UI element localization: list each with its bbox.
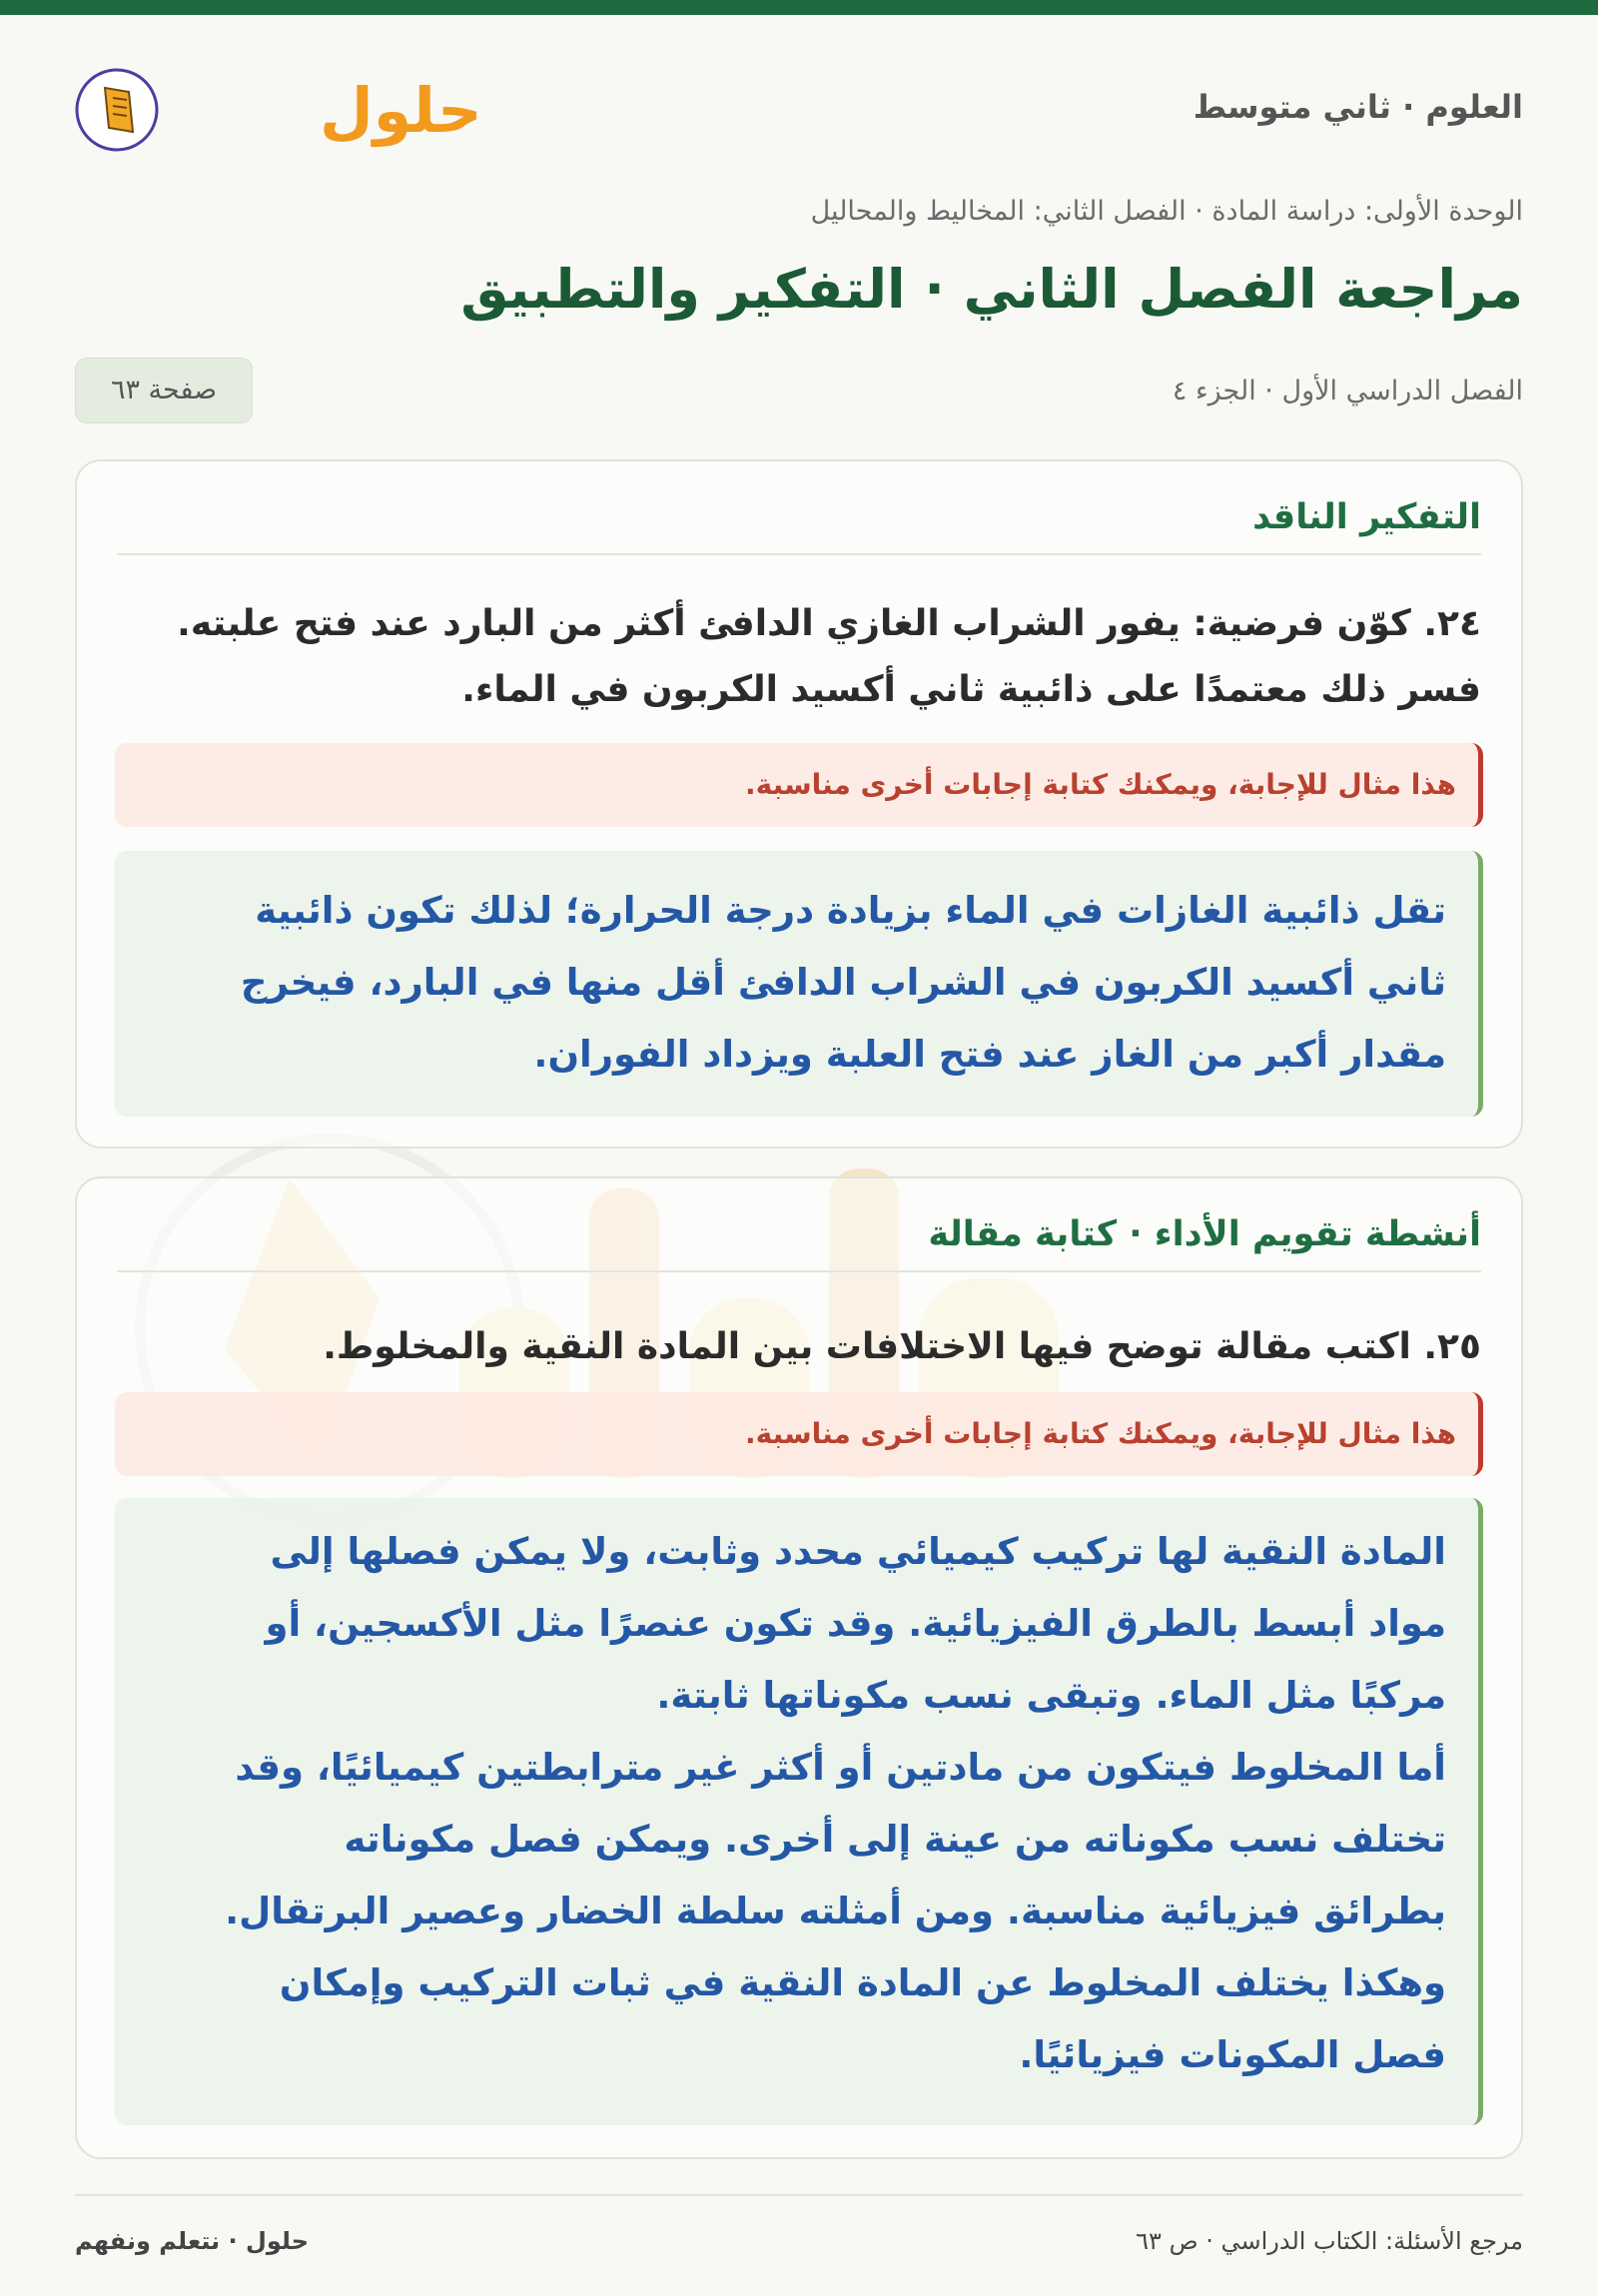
page-title: مراجعة الفصل الثاني · التفكير والتطبيق — [460, 258, 1523, 321]
answer-line: مواد أبسط بالطرق الفيزيائية. وقد تكون عنصرًا مثل الأكسجين، أو — [265, 1602, 1446, 1645]
answer-box — [115, 851, 1483, 1117]
answer-box — [115, 1498, 1483, 2125]
answer-line: ثاني أكسيد الكربون في الشراب الدافئ أقل منها في البارد، فيخرج — [240, 961, 1446, 1004]
critical-thinking-card — [75, 459, 1523, 1148]
answer-line: فصل المكونات فيزيائيًا. — [1019, 2033, 1446, 2076]
question-25 — [117, 1314, 1481, 1380]
performance-assessment-card — [75, 1176, 1523, 2159]
section-heading: التفكير الناقد — [117, 497, 1481, 555]
answer-line: مقدار أكبر من الغاز عند فتح العلبة ويزداد الفوران. — [533, 1033, 1446, 1076]
question-line: فسر ذلك معتمدًا على ذائبية ثاني أكسيد الكربون في الماء. — [461, 669, 1481, 710]
unit-breadcrumb: الوحدة الأولى: دراسة المادة · الفصل الثاني: المخاليط والمحاليل — [810, 196, 1523, 227]
header — [75, 58, 1523, 158]
sample-answer-note: هذا مثال للإجابة، ويمكنك كتابة إجابات أخرى مناسبة. — [115, 743, 1483, 827]
answer-line: المادة النقية لها تركيب كيميائي محدد وثابت، ولا يمكن فصلها إلى — [270, 1530, 1446, 1573]
section-heading: أنشطة تقويم الأداء · كتابة مقالة — [117, 1214, 1481, 1272]
answer-line: تختلف نسب مكوناته من عينة إلى أخرى. ويمكن فصل مكوناته — [344, 1818, 1446, 1861]
hulul-logo[interactable] — [75, 58, 482, 158]
footer-brand: حلول · نتعلم ونفهم — [75, 2227, 309, 2255]
footer-reference: مرجع الأسئلة: الكتاب الدراسي · ص ٦٣ — [1136, 2227, 1523, 2255]
footer-divider — [75, 2194, 1523, 2196]
subject-label: العلوم · ثاني متوسط — [1193, 88, 1523, 126]
answer-line: أما المخلوط فيتكون من مادتين أو أكثر غير مترابطتين كيميائيًا، وقد — [235, 1746, 1446, 1789]
logo-text: حلول — [320, 74, 482, 147]
answer-line: بطرائق فيزيائية مناسبة. ومن أمثلته سلطة الخضار وعصير البرتقال. — [225, 1890, 1446, 1932]
answer-line: تقل ذائبية الغازات في الماء بزيادة درجة الحرارة؛ لذلك تكون ذائبية — [255, 889, 1446, 932]
question-line: ٢٥. اكتب مقالة توضح فيها الاختلافات بين المادة النقية والمخلوط. — [323, 1326, 1481, 1367]
answer-line: مركبًا مثل الماء. وتبقى نسب مكوناتها ثابتة. — [656, 1674, 1446, 1717]
question-24 — [117, 591, 1481, 723]
top-accent-bar — [0, 0, 1598, 15]
term-label: الفصل الدراسي الأول · الجزء ٤ — [1172, 376, 1523, 406]
sample-answer-note: هذا مثال للإجابة، ويمكنك كتابة إجابات أخرى مناسبة. — [115, 1392, 1483, 1476]
question-line: ٢٤. كوّن فرضية: يفور الشراب الغازي الدافئ أكثر من البارد عند فتح علبته. — [177, 603, 1481, 644]
page-number-badge: صفحة ٦٣ — [75, 358, 253, 423]
answer-line: وهكذا يختلف المخلوط عن المادة النقية في ثبات التركيب وإمكان — [279, 1961, 1446, 2004]
